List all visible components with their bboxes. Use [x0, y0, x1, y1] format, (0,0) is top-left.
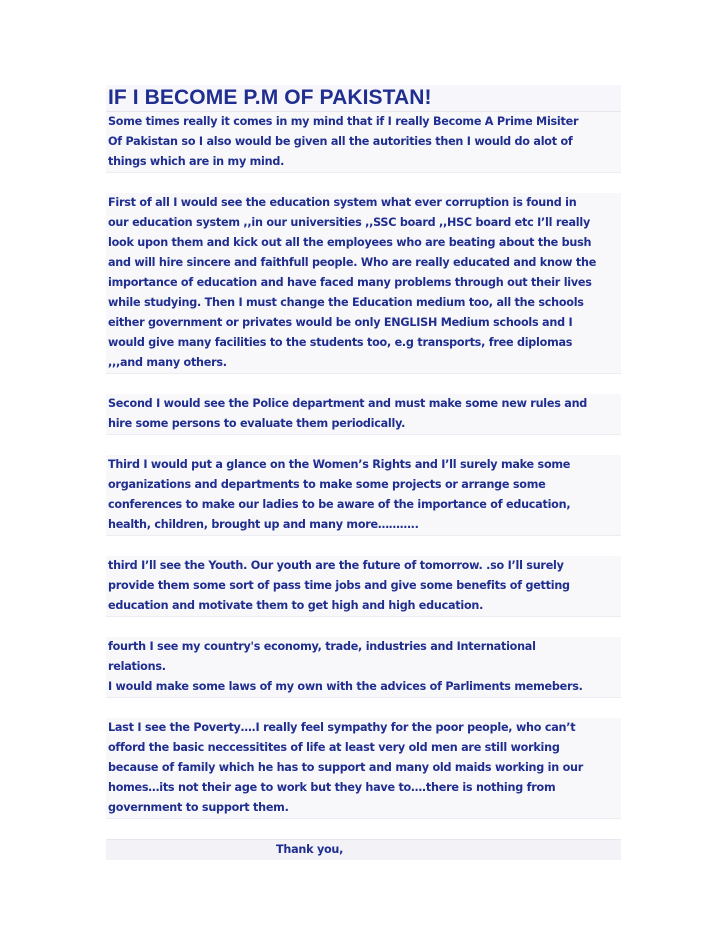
text-line: look upon them and kick out all the employees who are beating about the bush	[108, 236, 592, 249]
text-line: education and motivate them to get high and high education.	[108, 599, 484, 612]
text-line: things which are in my mind.	[108, 155, 285, 168]
text-line: Third I would put a glance on the Women’s Rights and I’ll surely make some	[108, 458, 571, 471]
paragraph-intro	[106, 112, 621, 173]
paragraph-gap	[106, 374, 621, 394]
paragraph-poverty	[106, 718, 621, 819]
text-line: would give many facilities to the students too, e.g transports, free diplomas	[108, 336, 573, 349]
text-line: fourth I see my country's economy, trade, industries and International	[108, 640, 536, 653]
text-line: importance of education and have faced many problems through out their lives	[108, 276, 592, 289]
text-line: organizations and departments to make some projects or arrange some	[108, 478, 546, 491]
paragraph-gap	[106, 435, 621, 455]
text-line: either government or privates would be only ENGLISH Medium schools and I	[108, 316, 573, 329]
closing-line: Thank you,	[106, 839, 621, 860]
paragraph-womens-rights	[106, 455, 621, 536]
paragraph-police	[106, 394, 621, 435]
text-line: because of family which he has to support and many old maids working in our	[108, 761, 584, 774]
text-line: health, children, brought up and many more………..	[108, 518, 419, 531]
text-line: and will hire sincere and faithfull people. Who are really educated and know the	[108, 256, 597, 269]
paragraph-gap	[106, 819, 621, 839]
text-line: Second I would see the Police department and must make some new rules and	[108, 397, 588, 410]
text-line: hire some persons to evaluate them periodically.	[108, 417, 406, 430]
paragraph-gap	[106, 698, 621, 718]
paragraph-gap	[106, 173, 621, 193]
paragraph-economy	[106, 637, 621, 698]
text-line: I would make some laws of my own with the advices of Parliments memebers.	[108, 680, 583, 693]
text-line: conferences to make our ladies to be aware of the importance of education,	[108, 498, 571, 511]
text-line: offord the basic neccessitites of life at least very old men are still working	[108, 741, 560, 754]
paragraph-gap	[106, 617, 621, 637]
text-line: government to support them.	[108, 801, 289, 814]
text-line: while studying. Then I must change the Education medium too, all the schools	[108, 296, 584, 309]
paragraph-gap	[106, 536, 621, 556]
text-line: provide them some sort of pass time jobs and give some benefits of getting	[108, 579, 570, 592]
paragraph-education	[106, 193, 621, 374]
text-line: third I’ll see the Youth. Our youth are the future of tomorrow. .so I’ll surely	[108, 559, 564, 572]
text-line: relations.	[108, 660, 166, 673]
text-line: ,,,and many others.	[108, 356, 227, 369]
text-line: our education system ,,in our universities ,,SSC board ,,HSC board etc I’ll really	[108, 216, 590, 229]
document-title: IF I BECOME P.M OF PAKISTAN!	[106, 85, 621, 112]
paragraph-youth	[106, 556, 621, 617]
document	[106, 85, 621, 860]
text-line: Last I see the Poverty….I really feel sympathy for the poor people, who can’t	[108, 721, 576, 734]
text-line: Some times really it comes in my mind that if I really Become A Prime Misiter	[108, 115, 579, 128]
text-line: homes…its not their age to work but they have to….there is nothing from	[108, 781, 556, 794]
text-line: Of Pakistan so I also would be given all the autorities then I would do alot of	[108, 135, 573, 148]
text-line: First of all I would see the education system what ever corruption is found in	[108, 196, 577, 209]
